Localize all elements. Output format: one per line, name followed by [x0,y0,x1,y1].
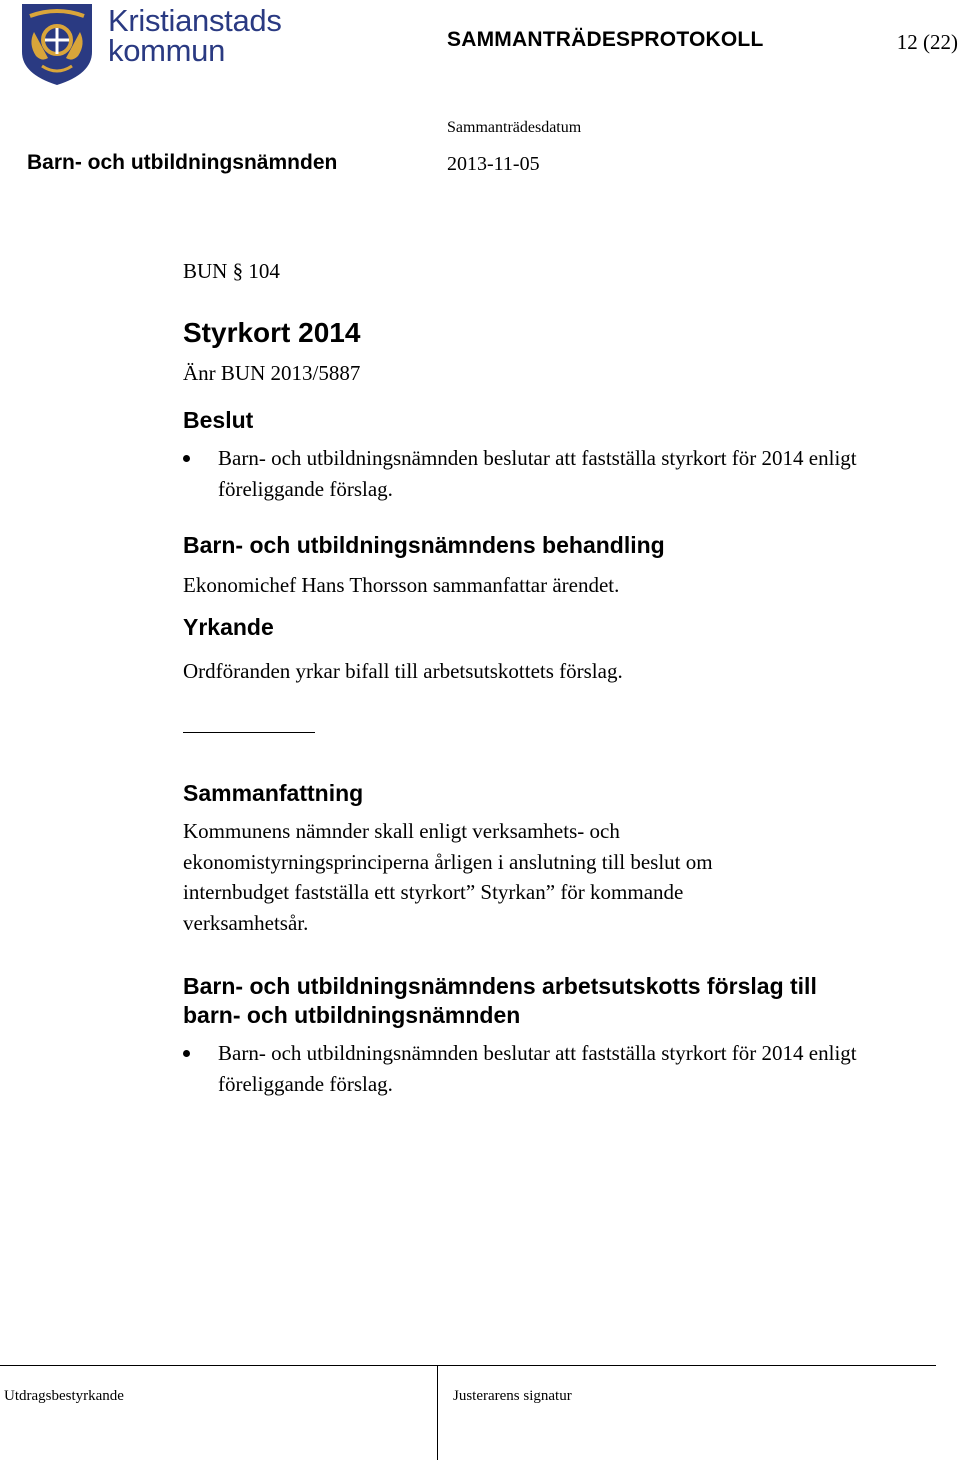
document-body [183,256,903,1099]
handling-text: Ekonomichef Hans Thorsson sammanfattar ärendet. [183,573,620,597]
decision-heading: Beslut [183,407,254,433]
section-separator [183,732,315,733]
committee-name: Barn- och utbildningsnämnden [27,151,338,174]
decision-list [183,443,903,504]
list-item [183,1038,903,1099]
list-item [183,443,903,504]
proposal-item-text: Barn- och utbildningsnämnden beslutar att fastställa styrkort för 2014 enligt föreliggande förslag. [218,1041,857,1096]
proposal-heading: Barn- och utbildningsnämndens arbetsutskotts förslag till barn- och utbildningsnämnden [183,973,817,1028]
footer-divider [437,1365,438,1460]
proposal-list [183,1038,903,1099]
document-type: SAMMANTRÄDESPROTOKOLL [447,28,764,51]
page-title: Styrkort 2014 [183,317,361,348]
page-number: 12 (22) [896,30,958,54]
decision-item-text: Barn- och utbildningsnämnden beslutar att fastställa styrkort för 2014 enligt föreliggande förslag. [218,446,857,501]
bullet-dot-icon [183,1050,190,1057]
paragraph-reference: BUN § 104 [183,259,280,283]
handling-heading: Barn- och utbildningsnämndens behandling [183,532,665,558]
motion-heading: Yrkande [183,613,274,640]
kristianstad-coat-of-arms-icon [20,2,94,86]
meeting-date: 2013-11-05 [447,153,540,175]
date-label: Sammanträdesdatum [447,119,582,136]
kommun-logo [20,2,300,88]
motion-text: Ordföranden yrkar bifall till arbetsutskottets förslag. [183,658,623,683]
summary-heading: Sammanfattning [183,780,364,806]
adjuster-signature-label: Justerarens signatur [453,1388,572,1404]
logo-line-1: Kristianstads [108,3,282,38]
summary-text: Kommunens nämnder skall enligt verksamhets- och ekonomistyrningsprinciperna årligen i anslutning till beslut om internbudget fastställa ett styrkort” Styrkan” för kommande verksamhetsår. [183,819,713,935]
footer-rule [0,1365,936,1366]
bullet-dot-icon [183,455,190,462]
extract-certification-label: Utdragsbestyrkande [4,1388,124,1404]
case-number: Änr BUN 2013/5887 [183,361,361,385]
logo-line-2: kommun [108,33,226,68]
